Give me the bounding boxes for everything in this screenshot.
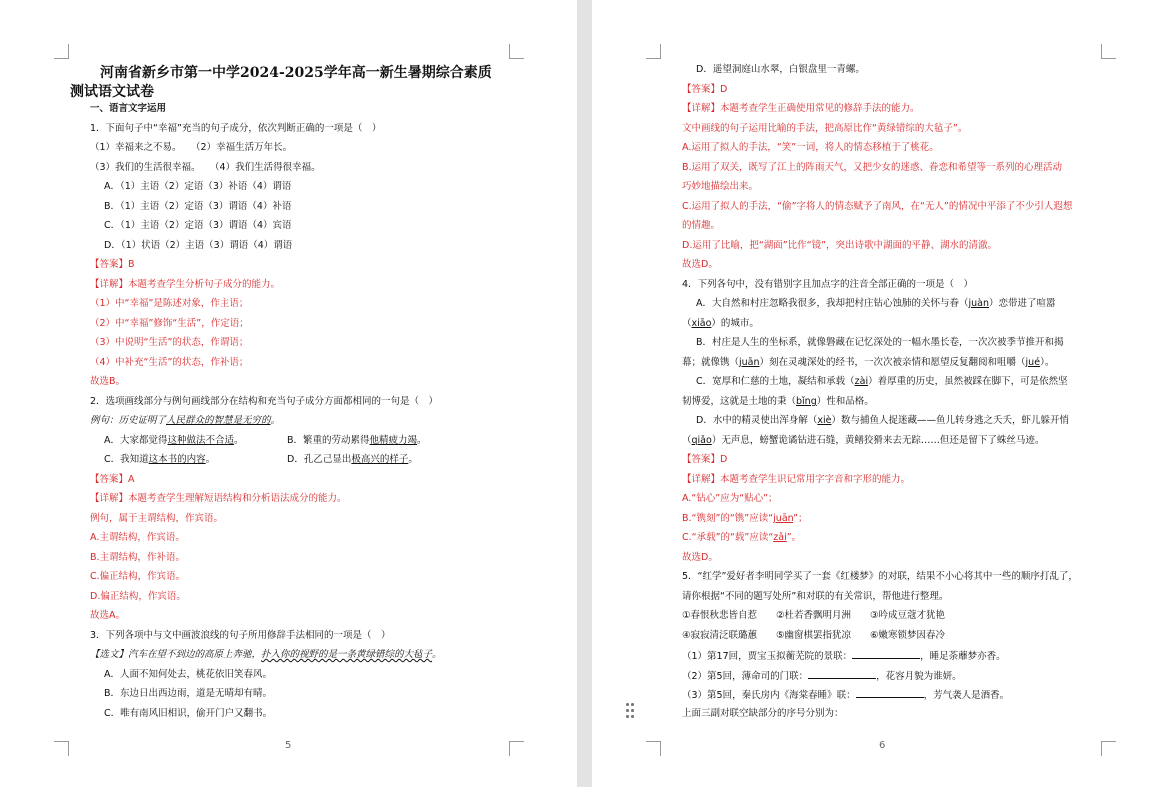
crop-mark [646,44,661,59]
crop-mark [646,741,661,756]
doc-title-line2: 测试语文试卷 [70,84,154,100]
q1-option-b: B．（1）主语（2）定语（3）谓语（4）补语 [104,201,292,212]
q5-options-1: ①春恨秋悲皆自惹 ②杜若香飘明月洲 ③吟成豆蔻才犹艳 [682,610,946,621]
q3-exp-line: 巧妙地描绘出来。 [682,181,759,192]
q4-option-d-cont: （qiǎo）无声息，螃蟹诡谲钻进石缝，黄鳝狡猾来去无踪……但还是留下了蛛丝马迹。 [682,435,1045,446]
q4-answer: 【答案】D [682,454,728,465]
page-gutter [577,0,592,787]
q2-exp-line: 例句，属于主谓结构，作宾语。 [90,513,224,524]
drag-handle-icon[interactable] [626,703,636,719]
q2-option-d: D．孔乙己显出极高兴的样子。 [287,454,418,465]
q4-exp-line: B.“镌刻”的“镌”应读“juān”； [682,513,808,524]
crop-mark [1101,44,1116,59]
q1-stem: 1．下面句子中“幸福”充当的句子成分，依次判断正确的一项是（ ） [90,123,382,134]
crop-mark [509,741,524,756]
page-5 [0,0,572,787]
page-6 [592,0,1156,787]
q4-stem: 4．下列各句中，没有错别字且加点字的注音全部正确的一项是（ ） [682,279,974,290]
q3-exp-line: B.运用了双关，既写了江上的阵雨天气，又把少女的迷惑、眷恋和希望等一系列的心理活动 [682,162,1063,173]
q1-exp-line: （1）中“幸福”是陈述对象，作主语； [90,298,249,309]
q1-option-c: C．（1）主语（2）定语（3）谓语（4）宾语 [104,220,292,231]
q3-exp-line: A.运用了拟人的手法，“笑”一词，将人的情态移植于了桃花。 [682,142,939,153]
q2-conclusion: 故选A。 [90,610,125,621]
q5-sub-1: （1）第17回，贾宝玉拟蘅芜院的景联： ，睡足荼蘼梦亦香。 [682,648,1006,663]
q2-exp-line: D.偏正结构，作宾语。 [90,591,186,602]
q1-exp-line: （3）中说明“生活”的状态，作谓语； [90,337,249,348]
q4-option-a: A．大自然和村庄忽略我很多，我却把村庄钻心蚀肺的关怀与眷（juàn）恋带进了喧嚣 [696,298,1056,309]
crop-mark [54,741,69,756]
blank[interactable] [852,648,920,659]
q5-sub-3: （3）第5回，秦氏房内《海棠春睡》联： ，芳气袭人是酒香。 [682,687,1009,702]
q4-explanation: 【详解】本题考查学生识记常用字字音和字形的能力。 [682,474,911,485]
q5-conclusion: 上面三副对联空缺部分的序号分别为： [682,708,844,719]
q3-option-b: B．东边日出西边雨，道是无晴却有晴。 [104,688,273,699]
q2-exp-line: B.主谓结构，作补语。 [90,552,186,563]
q4-option-c: C．宽厚和仁慈的土地，凝结和承载（zài）着厚重的历史，虽然被踩在脚下，可是依然坚 [696,376,1068,387]
q5-stem-2: 请你根据“不同的题写处所”和对联的有关常识，帮他进行整理。 [682,591,949,602]
q4-exp-line: C.“承载”的“载”应读“zǎi”。 [682,532,802,543]
q2-exp-line: C.偏正结构，作宾语。 [90,571,186,582]
blank[interactable] [856,687,924,698]
q5-stem-1: 5．“红学”爱好者李明同学买了一套《红楼梦》的对联，结果不小心将其中一些的顺序打乱了， [682,571,1078,582]
q1-sentences-2: （3）我们的生活很幸福。 （4）我们生活得很幸福。 [90,162,321,173]
q3-passage: 【选文】汽车在望不到边的高原上奔驰，扑入你的视野的是一条黄绿错综的大毡子。 [90,649,442,660]
q4-option-d: D．水中的精灵使出浑身解（xiè）数与捕鱼人捉迷藏——鱼儿转身逃之夭夭，虾儿躲开悄 [696,415,1069,426]
q3-conclusion: 故选D。 [682,259,718,270]
q3-stem: 3．下列各项中与文中画波浪线的句子所用修辞手法相同的一项是（ ） [90,630,391,641]
q1-exp-line: （2）中“幸福”修饰“生活”，作定语； [90,318,249,329]
q2-example: 例句：历史证明了人民群众的智慧是无穷的。 [90,415,281,426]
page-number: 6 [879,740,886,751]
q1-exp-line: （4）中补充“生活”的状态，作补语； [90,357,249,368]
crop-mark [54,44,69,59]
q2-option-a: A．大家都觉得这种做法不合适。 [104,435,244,446]
page-number: 5 [285,740,292,751]
doc-title-line1: 河南省新乡市第一中学2024-2025学年高一新生暑期综合素质 [100,65,492,81]
q3-exp-line: 文中画线的句子运用比喻的手法，把高原比作“黄绿错综的大毡子”。 [682,123,968,134]
q1-sentences-1: （1）幸福来之不易。 （2）幸福生活万年长。 [90,142,293,153]
q3-exp-line: 的情趣。 [682,220,721,231]
q2-explanation: 【详解】本题考查学生理解短语结构和分析语法成分的能力。 [90,493,347,504]
q1-option-d: D．（1）状语（2）主语（3）谓语（4）谓语 [104,240,293,251]
q4-option-b-cont: 幕；就像镌（juān）刻在灵魂深处的经书，一次次被亲情和愿望反复翻阅和咀嚼（jué）。 [682,357,1055,368]
section-heading: 一、语言文字运用 [90,103,167,114]
q1-option-a: A．（1）主语（2）定语（3）补语（4）谓语 [104,181,292,192]
blank[interactable] [808,668,876,679]
q1-explanation: 【详解】本题考查学生分析句子成分的能力。 [90,279,281,290]
q3-option-c: C．唯有南风旧相识，偷开门户又翻书。 [104,708,273,719]
q3-exp-line: D.运用了比喻，把“湖面”比作“镜”，突出诗歌中湖面的平静、湖水的清澈。 [682,240,998,251]
q4-option-c-cont: 韧博爱，这就是土地的秉（bǐng）性和品格。 [682,396,874,407]
q3-answer: 【答案】D [682,84,728,95]
q5-sub-2: （2）第5回，薄命司的门联： ，花容月貌为谁妍。 [682,668,962,683]
q2-option-c: C．我知道这本书的内容。 [104,454,216,465]
q1-answer: 【答案】B [90,259,135,270]
crop-mark [1101,741,1116,756]
q5-options-2: ④寂寂清泛联璐蕙 ⑤幽窗棋罢指犹凉 ⑥嫩寒锁梦因春冷 [682,630,946,641]
q3-option-a: A．人面不知何处去，桃花依旧笑春风。 [104,669,272,680]
q3-exp-line: C.运用了拟人的手法，“偷”字将人的情态赋予了南风，在“无人”的情况中平添了不少引人遐想 [682,201,1073,212]
q4-option-b: B．村庄是人生的坐标系，就像磐藏在记忆深处的一幅水墨长卷，一次次被季节推开和揭 [696,337,1064,348]
q3-option-d: D．遥望洞庭山水翠，白银盘里一青螺。 [696,64,865,75]
q2-answer: 【答案】A [90,474,135,485]
q2-option-b: B．繁重的劳动累得他精疲力竭。 [287,435,427,446]
q4-conclusion: 故选D。 [682,552,718,563]
q2-stem: 2．选项画线部分与例句画线部分在结构和充当句子成分方面都相同的一句是（ ） [90,396,439,407]
q2-exp-line: A.主谓结构，作宾语。 [90,532,185,543]
q4-option-a-cont: （xiāo）的城市。 [682,318,759,329]
q1-conclusion: 故选B。 [90,376,126,387]
q4-exp-line: A.“钻心”应为“贴心”； [682,493,778,504]
q3-explanation: 【详解】本题考查学生正确使用常见的修辞手法的能力。 [682,103,920,114]
crop-mark [509,44,524,59]
